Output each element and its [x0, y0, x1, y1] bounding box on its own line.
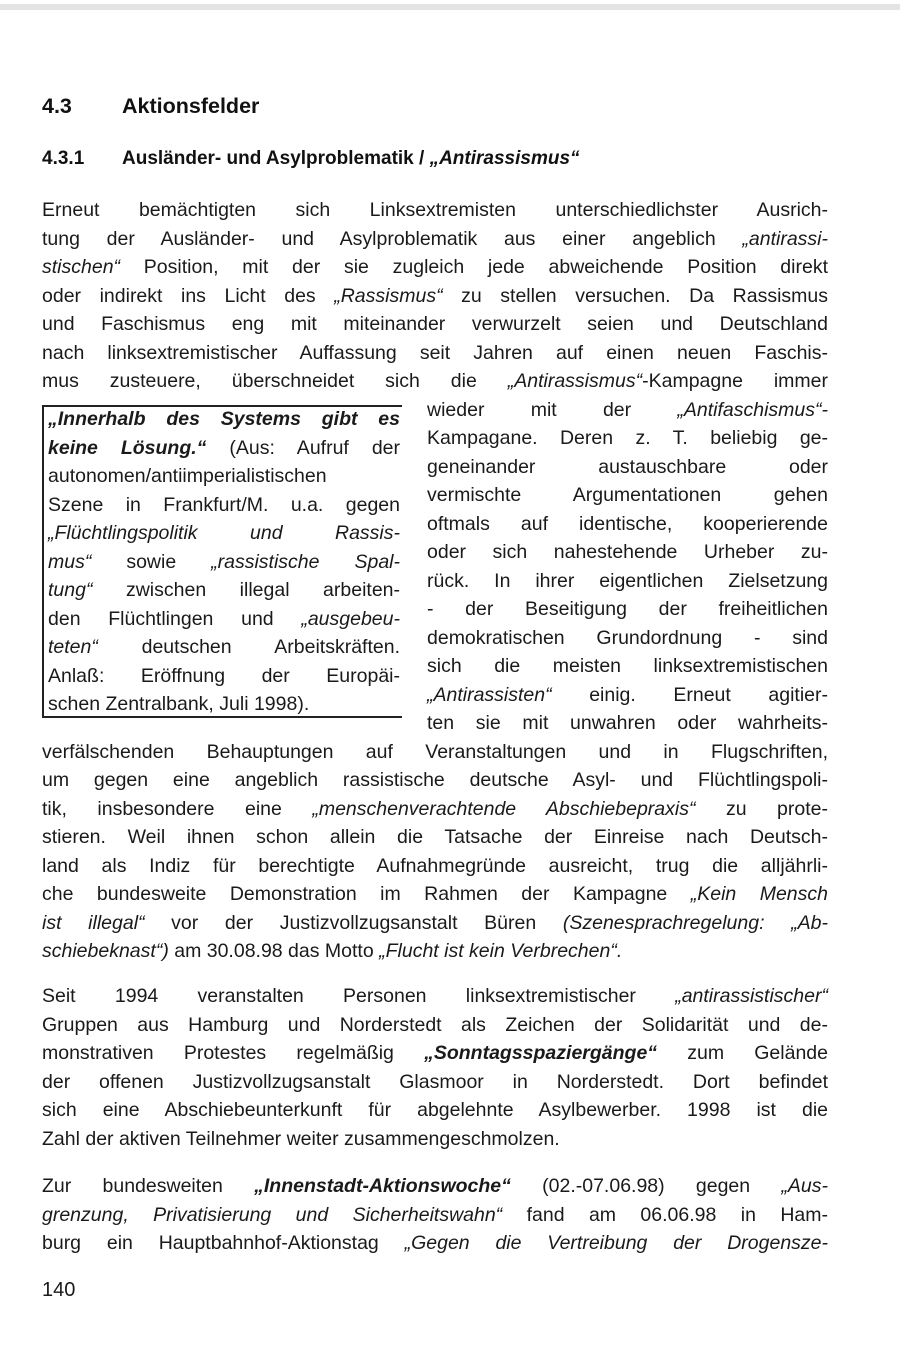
paragraph-3 — [42, 1172, 828, 1258]
text-line: demokratischen Grundordnung - sind — [427, 626, 828, 649]
subsection-title: Ausländer- und Asylproblematik / — [122, 148, 430, 169]
quote-line: „Flüchtlingspolitik und Rassis- — [48, 522, 400, 544]
text-line: monstrativen Protestes regelmäßig „Sonntagsspaziergänge“ zum Gelände — [42, 1042, 828, 1064]
text-line: um gegen eine angeblich rassistische deutsche Asyl- und Flüchtlingspoli- — [42, 769, 828, 791]
text-line: geneinander austauschbare oder — [427, 455, 828, 478]
quote-line: autonomen/antiimperialistischen — [48, 465, 327, 487]
text-line: ten sie mit unwahren oder wahrheits- — [427, 712, 828, 734]
section-number: 4.3 — [42, 94, 72, 118]
subsection-number: 4.3.1 — [42, 148, 85, 169]
text-line: oftmals auf identische, kooperierende — [427, 512, 828, 535]
quote-line: Anlaß: Eröffnung der Europäi- — [48, 664, 400, 687]
text-line: und Faschismus eng mit miteinander verwurzelt seien und Deutschland — [42, 313, 828, 335]
text-line: Zahl der aktiven Teilnehmer weiter zusammengeschmolzen. — [42, 1127, 560, 1150]
text-line: grenzung, Privatisierung und Sicherheitswahn“ fand am 06.06.98 in Ham- — [42, 1203, 828, 1226]
quote-line: Szene in Frankfurt/M. u.a. gegen — [48, 493, 400, 516]
text-line: der offenen Justizvollzugsanstalt Glasmoor in Norderstedt. Dort befindet — [42, 1070, 828, 1093]
text-line: - der Beseitigung der freiheitlichen — [427, 598, 828, 620]
text-line: Gruppen aus Hamburg und Norderstedt als Zeichen der Solidarität und de- — [42, 1013, 828, 1036]
quote-line: „Innerhalb des Systems gibt es — [48, 408, 400, 430]
quote-line: tung“ zwischen illegal arbeiten- — [48, 579, 400, 601]
text-line: Kampagane. Deren z. T. beliebig ge- — [427, 427, 828, 449]
text-line: oder sich nahestehende Urheber zu- — [427, 541, 828, 563]
text-line: wieder mit der „Antifaschismus“- — [427, 398, 828, 421]
text-line: stischen“ Position, mit der sie zugleich jede abweichende Position direkt — [42, 256, 828, 278]
text-line: burg ein Hauptbahnhof-Aktionstag „Gegen die Vertreibung der Drogensze- — [42, 1232, 829, 1254]
text-line: Seit 1994 veranstalten Personen linksextremistischer „antirassistischer“ — [42, 985, 828, 1007]
top-scan-edge — [0, 4, 900, 10]
page-number: 140 — [42, 1279, 76, 1301]
text-line: vermischte Argumentationen gehen — [427, 484, 828, 506]
text-line: stieren. Weil ihnen schon allein die Tatsache der Einreise nach Deutsch- — [42, 826, 828, 848]
text-line: sich die meisten linksextremistischen — [427, 655, 828, 677]
text-line: nach linksextremistischer Auffassung seit Jahren auf einen neuen Faschis- — [42, 341, 828, 364]
quote-line: teten“ deutschen Arbeitskräften. — [48, 636, 400, 658]
text-line: mus zusteuere, überschneidet sich die „Antirassismus“-Kampagne immer — [42, 370, 829, 392]
text-line: „Antirassisten“ einig. Erneut agitier- — [427, 683, 828, 706]
quote-line: mus“ sowie „rassistische Spal- — [48, 550, 400, 573]
text-line: tung der Ausländer- und Asylproblematik aus einer angeblich „antirassi- — [42, 227, 828, 250]
text-line: rück. In ihrer eigentlichen Zielsetzung — [427, 569, 828, 592]
text-line: ist illegal“ vor der Justizvollzugsanstalt Büren (Szenesprachregelung: „Ab- — [42, 911, 828, 934]
quote-line: schen Zentralbank, Juli 1998). — [48, 693, 310, 715]
text-line: verfälschenden Behauptungen auf Veranstaltungen und in Flugschriften, — [42, 740, 828, 763]
text-line: che bundesweite Demonstration im Rahmen der Kampagne „Kein Mensch — [42, 883, 828, 905]
text-line: schiebeknast“) am 30.08.98 das Motto „Flucht ist kein Verbrechen“. — [42, 940, 623, 962]
quote-line: keine Lösung.“ (Aus: Aufruf der — [48, 436, 400, 459]
text-line: tik, insbesondere eine „menschenverachtende Abschiebepraxis“ zu prote- — [42, 797, 829, 820]
text-line: land als Indiz für berechtigte Aufnahmegründe ausreicht, trug die alljährli- — [42, 854, 828, 877]
text-line: sich eine Abschiebeunterkunft für abgelehnte Asylbewerber. 1998 ist die — [42, 1099, 828, 1121]
quote-line: den Flüchtlingen und „ausgebeu- — [48, 607, 400, 630]
quote-box — [48, 405, 400, 719]
section-title: Aktionsfelder — [122, 94, 260, 118]
subsection-heading — [42, 148, 580, 170]
text-line: Zur bundesweiten „Innenstadt-Aktionswoche“ (02.-07.06.98) gegen „Aus- — [42, 1175, 828, 1197]
text-line: oder indirekt ins Licht des „Rassismus“ zu stellen versuchen. Da Rassismus — [42, 284, 828, 307]
paragraph-2 — [42, 982, 828, 1153]
text-line: Erneut bemächtigten sich Linksextremisten unterschiedlichster Ausrich- — [42, 199, 828, 221]
section-heading — [42, 94, 259, 119]
subsection-title-italic: „Antirassismus“ — [429, 148, 580, 169]
